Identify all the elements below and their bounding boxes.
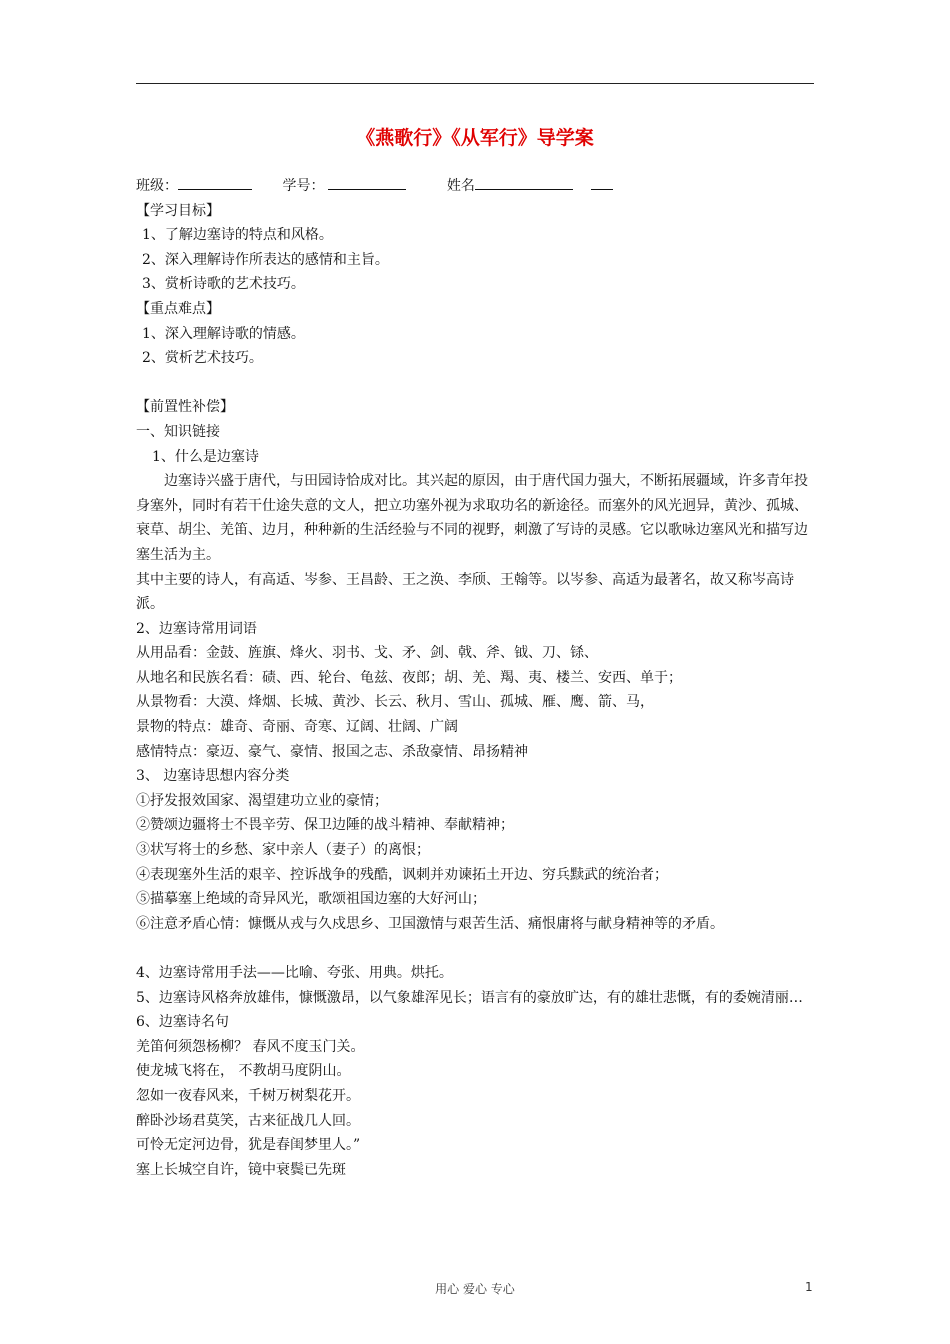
subsection-famous-lines: 6、边塞诗名句	[136, 1014, 229, 1031]
section-knowledge-link: 一、知识链接	[136, 423, 220, 440]
name-label: 姓名	[446, 178, 475, 194]
page-footer: 用心 爱心 专心	[435, 1282, 515, 1296]
subsection-style: 5、边塞诗风格奔放雄伟，慷慨激昂，以气象雄浑见长；语言有的豪放旷达，有的雄壮悲慨，有的委婉清丽…	[136, 989, 803, 1006]
page-title: 《燕歌行》《从军行》导学案	[356, 127, 594, 149]
words-item: 感情特点：豪迈、豪气、豪情、报国之志、杀敌豪情、昂扬精神	[136, 743, 528, 760]
keypoint-item: 1、深入理解诗歌的情感。	[142, 325, 305, 342]
verse-line: 可怜无定河边骨，犹是春闺梦里人。”	[136, 1137, 361, 1154]
words-item: 从用品看：金鼓、旌旗、烽火、羽书、戈、矛、剑、戟、斧、钺、刀、铩、	[136, 645, 598, 662]
words-item: 从景物看：大漠、烽烟、长城、黄沙、长云、秋月、雪山、孤城、雁、鹰、箭、马，	[136, 694, 654, 711]
objective-item: 1、了解边塞诗的特点和风格。	[142, 227, 333, 244]
class-blank[interactable]	[178, 175, 252, 190]
header-rule	[136, 83, 814, 84]
student-info-row	[136, 174, 821, 199]
class-label: 班级：	[136, 178, 178, 194]
document-body	[136, 174, 821, 1182]
subsection-what-is: 1、什么是边塞诗	[152, 448, 259, 465]
verse-line: 使龙城飞将在， 不教胡马度阴山。	[136, 1063, 351, 1080]
objective-item: 2、深入理解诗作所表达的感情和主旨。	[142, 251, 389, 268]
objective-item: 3、赏析诗歌的艺术技巧。	[142, 276, 305, 293]
verse-line: 塞上长城空自许，镜中衰鬓已先斑	[136, 1161, 346, 1178]
paragraph-intro: 边塞诗兴盛于唐代，与田园诗恰成对比。其兴起的原因，由于唐代国力强大，不断拓展疆域，许多青年投身塞外，同时有若干仕途失意的文人，把立功塞外视为求取功名的新途径。而塞外的风光迥异，黄沙、孤城、衰草、胡尘、羌笛、边月，种种新的生活经验与不同的视野，刺激了写诗的灵感。它以歌咏边塞风光和描写边塞生活为主。	[136, 473, 808, 563]
category-item: ③状写将士的乡愁、家中亲人（妻子）的离恨；	[136, 842, 430, 859]
name-blank-tail	[591, 175, 613, 190]
page-number: 1	[805, 1280, 813, 1294]
keypoint-item: 2、赏析艺术技巧。	[142, 350, 263, 367]
words-item: 从地名和民族名看：碛、西、轮台、龟兹、夜郎；胡、羌、羯、夷、楼兰、安西、单于；	[136, 669, 682, 686]
name-blank[interactable]	[475, 175, 573, 190]
student-id-label: 学号：	[282, 178, 325, 194]
subsection-categories: 3、 边塞诗思想内容分类	[136, 768, 290, 785]
category-item: ⑤描摹塞上绝域的奇异风光，歌颂祖国边塞的大好河山；	[136, 891, 486, 908]
objectives-heading: 【学习目标】	[136, 202, 220, 219]
verse-line: 醉卧沙场君莫笑，古来征战几人回。	[136, 1112, 360, 1129]
student-id-blank[interactable]	[328, 175, 406, 190]
subsection-common-words: 2、边塞诗常用词语	[136, 620, 257, 637]
keypoints-heading: 【重点难点】	[136, 300, 220, 317]
words-item: 景物的特点：雄奇、奇丽、奇寒、辽阔、壮阔、广阔	[136, 719, 458, 736]
category-item: ①抒发报效国家、渴望建功立业的豪情；	[136, 792, 388, 809]
category-item: ②赞颂边疆将士不畏辛劳、保卫边陲的战斗精神、奉献精神；	[136, 817, 514, 834]
category-item: ④表现塞外生活的艰辛、控诉战争的残酷，讽刺并劝谏拓土开边、穷兵黩武的统治者；	[136, 866, 668, 883]
preview-heading: 【前置性补偿】	[136, 399, 234, 416]
verse-line: 忽如一夜春风来，千树万树梨花开。	[136, 1087, 360, 1104]
subsection-techniques: 4、边塞诗常用手法——比喻、夸张、用典。烘托。	[136, 965, 453, 981]
verse-line: 羌笛何须怨杨柳？ 春风不度玉门关。	[136, 1038, 365, 1055]
category-item: ⑥注意矛盾心情：慷慨从戎与久戍思乡、卫国激情与艰苦生活、痛恨庸将与献身精神等的矛盾。	[136, 915, 724, 932]
paragraph-poets: 其中主要的诗人，有高适、岑参、王昌龄、王之涣、李颀、王翰等。以岑参、高适为最著名，故又称岑高诗派。	[136, 571, 794, 613]
